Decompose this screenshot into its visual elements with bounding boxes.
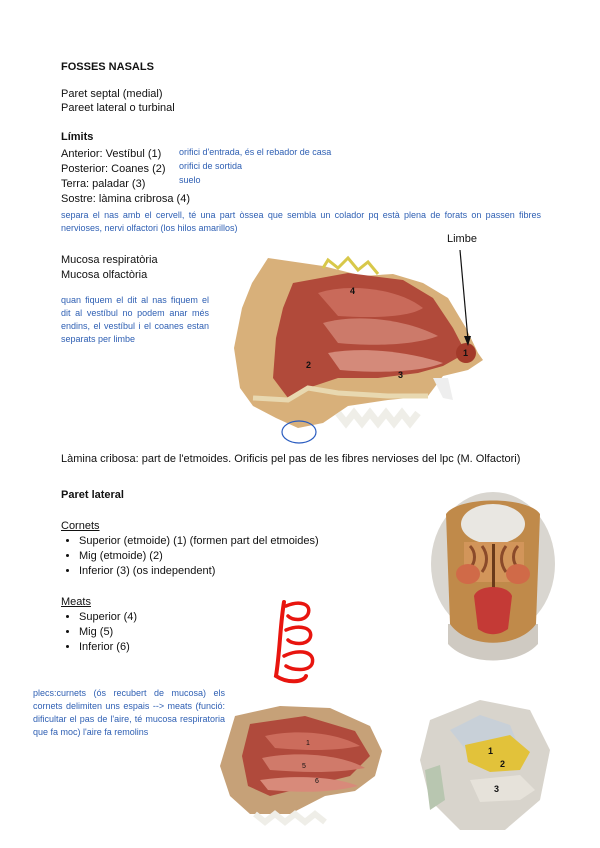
mucosa-olfactory: Mucosa olfactòria	[61, 269, 148, 281]
svg-text:5: 5	[302, 763, 306, 770]
cornet-inferior: • Inferior (3) (os independent)	[79, 564, 319, 579]
limit-anterior: Anterior: Vestíbul (1)	[61, 148, 162, 160]
mucosa-respiratory: Mucosa respiratòria	[61, 254, 158, 266]
note-vestibule: orifici d'entrada, és el rebador de casa	[179, 147, 332, 157]
cornet-superior: • Superior (etmoide) (1) (formen part del etmoides)	[79, 534, 319, 549]
lateral-bones-figure	[410, 690, 560, 840]
limit-floor: Terra: paladar (3)	[61, 178, 146, 190]
meats-list	[61, 610, 137, 655]
lateral-wall-figure	[210, 696, 390, 828]
note-floor: suelo	[179, 175, 201, 185]
lateral-heading: Paret lateral	[61, 489, 124, 501]
limits-heading: Límits	[61, 131, 94, 143]
fig3-number-2: 2	[500, 759, 506, 769]
fig1-number-2: 2	[306, 360, 312, 370]
meats-heading: Meats	[61, 596, 91, 608]
fig1-number-4: 4	[350, 286, 356, 296]
meat-superior: • Superior (4)	[79, 610, 137, 625]
limit-roof: Sostre: làmina cribrosa (4)	[61, 193, 190, 205]
cornets-heading: Cornets	[61, 520, 100, 532]
red-meats-drawing	[268, 596, 328, 688]
note-coanes: orifici de sortida	[179, 161, 243, 171]
limit-posterior: Posterior: Coanes (2)	[61, 163, 166, 175]
nasal-cavity-sagittal-figure	[228, 228, 518, 448]
note-roof: separa el nas amb el cervell, té una part òssea que sembla un colador pq està plena de forats on passen fibres nervioses, nervi olfactori (los hilos amarillos)	[61, 210, 541, 233]
meat-inferior: • Inferior (6)	[79, 640, 137, 655]
wall-septal: Paret septal (medial)	[61, 88, 163, 100]
lamina-cribosa-text: Làmina cribosa: part de l'etmoides. Orificis pel pas de les fibres nervioses del lpc (M. Olfactori)	[61, 453, 521, 465]
wall-lateral: Pareet lateral o turbinal	[61, 102, 175, 114]
coronal-head-figure	[418, 484, 568, 666]
svg-text:6: 6	[315, 778, 319, 785]
fig3-number-3: 3	[494, 784, 500, 794]
fig1-number-1: 1	[463, 348, 469, 358]
page-title: FOSSES NASALS	[61, 61, 154, 73]
meat-middle: • Mig (5)	[79, 625, 137, 640]
svg-text:1: 1	[306, 740, 310, 747]
cornets-list	[61, 534, 319, 579]
note-vestibule-finger: quan fiquem el dit al nas fiquem el dit al vestíbul no podem anar més endins, el vestíbul i el coanes estan separats per limbe	[61, 295, 209, 344]
fig3-number-1: 1	[488, 746, 494, 756]
cornet-middle: • Mig (etmoide) (2)	[79, 549, 319, 564]
plecs-note: plecs:curnets (ós recubert de mucosa) els cornets delimiten uns espais --> meats (funció: dificultar el pas de l'aire, té mucosa respiratoria que fa moc) l'aire fa remolins	[33, 688, 225, 737]
fig1-number-3: 3	[398, 370, 404, 380]
limbe-label: Limbe	[447, 233, 477, 245]
